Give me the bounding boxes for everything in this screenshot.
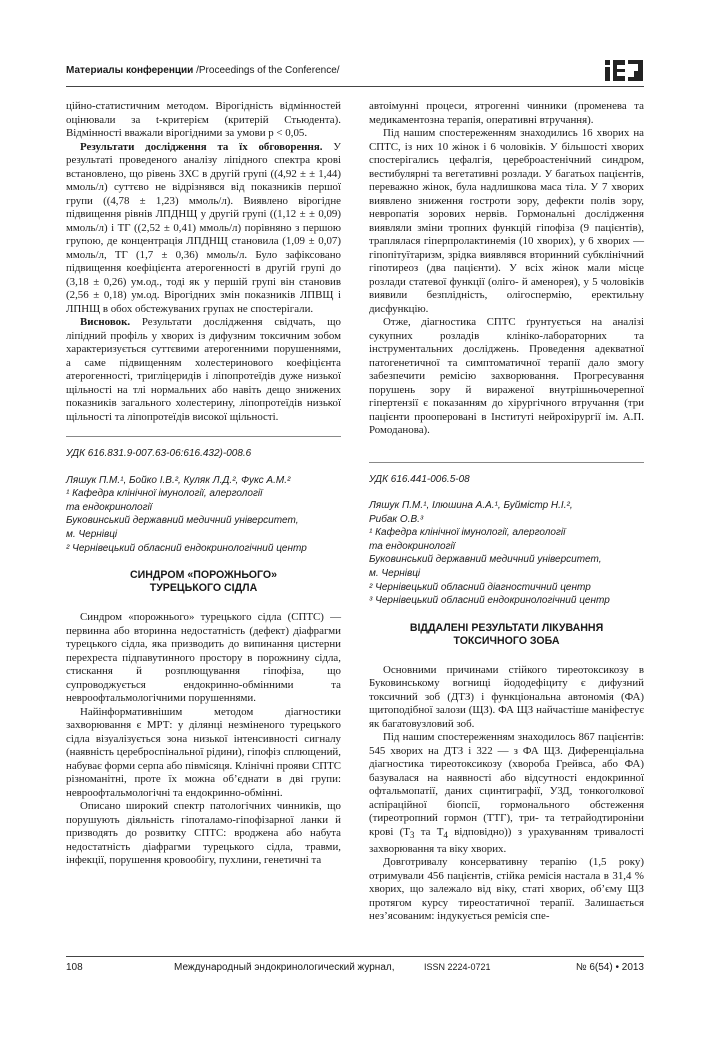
right-paragraph: Під нашим спостереженням знаходились 16 хворих на СПТС, із них 10 жінок і 6 чоловіків. У більшості хворих спостерігались цефалгія, цереброастенічний синдром, вестибулярні та вегетативні розлади. У багатьох пацієнтів, переважно жінок, була надлишкова маса тіла. У 7 хворих виявлено зниження гостроти зору, дефекти полів зору, невропатія зорових нервів. Гормональні дослідження виявляли зміни тропних функцій гіпофіза (9 пацієнтів), траплялася гіперпролактинемія (10 хворих), у 6 хворих — гіпопітуїтаризм, зрідка виявлявся вторинний субклінічний гіпотиреоз (два пацієнти). У всіх жінок мали місце розлади статевої функції (оліго- й аменорея), у 5 чоловіків виявили безплідність, олігоспермію, еректильну дисфункцію.	[369, 127, 644, 315]
affiliation-line: та ендокринології	[369, 540, 455, 552]
separator-rule	[369, 462, 644, 463]
conclusion-heading: Висновок.	[80, 316, 131, 328]
affiliation-line: та ендокринології	[66, 501, 152, 513]
affiliation-line: ³ Чернівецький обласний ендокринологічний центр	[369, 595, 610, 607]
article-paragraph: Під нашим спостереженням знаходилось 867 пацієнтів: 545 хворих на ДТЗ і 322 — з ФА ЩЗ. Диференціальна діагностика тиреотоксикозу (хвороба Грейвса, або ФА) базувалася на наявності або відсутності ендокринної офтальмопатії, даних сцинтиграфії, УЗД, тонкоголкової аспіраційної біопсії, гормонального обстеження (тиреотропний гормон (ТТГ), три- та тетрайодтироніни крові ($Т_3$ та $Т_4$ відповідно)) з урахуванням тривалості захворювання та віку хворих.	[369, 731, 644, 855]
authors: Рибак О.В.³	[369, 513, 424, 525]
journal-logo	[604, 58, 644, 82]
article-paragraph: Основними причинами стійкого тиреотоксикозу в Буковинському вогнищі йододефіциту є дифузний токсичний зоб (ДТЗ) і функціональна автономія (ФА) щитоподібної залози (ЩЗ). ФА ЩЗ найчастіше маніфестує як багатовузловий зоб.	[369, 663, 644, 730]
affiliation-line: м. Чернівці	[66, 528, 118, 540]
udc-code: УДК 616.831.9-007.63-06:616.432)-008.6	[66, 448, 252, 459]
running-head-section: Материалы конференции	[66, 65, 194, 76]
affiliation-line: ¹ Кафедра клінічної імунології, алергології	[369, 527, 566, 539]
udc-code: УДК 616.441-006.5-08	[369, 473, 470, 485]
article-paragraph: Довготривалу консервативну терапію (1,5 року) отримували 456 пацієнтів, стійка ремісія настала в 31,4 % хворих, що залежало від віку, статі хворих, об’єму ЩЗ протягом курсу тиреостатичної терапії. Залишається нез’ясованим: індукується ремісія спе-	[369, 856, 644, 923]
affiliation-line: ¹ Кафедра клінічної імунології, алергології	[66, 488, 263, 500]
page-header	[66, 62, 644, 84]
authors: Ляшук П.М.¹, Ілюшина А.А.¹, Буймістр Н.І.²,	[369, 500, 573, 512]
running-head-proceedings: /Proceedings of the Conference/	[193, 65, 340, 76]
article-meta-left	[66, 447, 341, 555]
right-intro-paragraph: автоімунні процеси, ятрогенні чинники (променева та медикаментозна терапія, оперативні втручання).	[369, 100, 644, 126]
affiliation-line: м. Чернівці	[369, 568, 421, 580]
affiliation-line: ² Чернівецький обласний діагностичний центр	[369, 581, 591, 593]
page-number: 108	[66, 962, 83, 973]
authors: Ляшук П.М.¹, Бойко І.В.², Куляк Л.Д.², Фукс А.М.²	[66, 474, 291, 486]
article-paragraph: Синдром «порожнього» турецького сідла (СПТС) — первинна або вторинна недостатність (дефект) діафрагми турецького сідла, яка призводить до випинання цистерни перехреста підпавутинного простору в порожнину сідла, стискання й розплющування гіпофіза, що супроводжується ендокринно-обмінними та невроофтальмологічними порушеннями.	[66, 611, 341, 705]
affiliation-line: Буковинський державний медичний університет,	[66, 515, 299, 527]
left-column	[66, 100, 341, 868]
header-rule	[66, 86, 644, 87]
conclusion-paragraph: Висновок. Результати дослідження свідчать, що ліпідний профіль у хворих із дифузним токсичним зобом характеризується суттєвими атерогенними порушеннями, а саме підвищенням холестеринового коефіцієнта атерогенності, тригліцеридів і ліпопротеїдів дуже низької щільності на тлі нормальних або навіть дещо знижених показників загального холестерину, ліпопротеїдів низької щільності та ліпопротеїдів високої щільності.	[66, 316, 341, 423]
affiliation-line: Буковинський державний медичний університет,	[369, 554, 602, 566]
article-title-right: ВІДДАЛЕНІ РЕЗУЛЬТАТИ ЛІКУВАННЯ ТОКСИЧНОГО ЗОБА	[409, 621, 604, 647]
issn: ISSN 2224-0721	[424, 962, 491, 972]
footer-rule	[66, 956, 644, 957]
issue-number: № 6(54) • 2013	[575, 962, 644, 973]
separator-rule	[66, 436, 341, 437]
results-paragraph: Результати дослідження та їх обговорення. У результаті проведеного аналізу ліпідного спектра крові встановлено, що рівень ЗХС в другій групі ((4,92 ± ± 1,44) ммоль/л) суттєво не відрізнявся від показників першої групи ((4,78 ± 1,23) ммоль/л). Виявлено вірогідне підвищення рівнів ЛПДНЩ у другій групі ((1,12 ± ± 0,09) ммоль/л) і ТГ ((2,52 ± 0,41) ммоль/л) порівняно з першою групою, де концентрація ЛПДНЩ становила (1,09 ± 0,07) ммоль/л, ТГ (1,7 ± 0,36) ммоль/л. Було зафіксовано підвищення коефіцієнта атерогенності в другій групі до (3,18 ± 0,26) ум.од., тоді як у першій групі він становив (2,56 ± 0,18) ум.од. Вірогідних змін показників ЛПВЩ і ЛПНЩ в обох обстежуваних групах не спостерігали.	[66, 140, 342, 315]
journal-name: Международный эндокринологический журнал,	[174, 962, 395, 973]
left-intro-paragraph: ційно-статистичним методом. Вірогідність відмінностей оцінювали за t-критерієм (критерій Стьюдента). Відмінності вважали вірогідними за умови р < 0,05.	[66, 100, 341, 139]
results-heading: Результати дослідження та їх обговорення.	[80, 140, 323, 153]
running-head	[66, 65, 340, 76]
right-column	[369, 100, 644, 924]
affiliation-line: ² Чернівецький обласний ендокринологічний центр	[66, 542, 307, 554]
article-title-left: СИНДРОМ «ПОРОЖНЬОГО» ТУРЕЦЬКОГО СІДЛА	[129, 569, 278, 595]
article-paragraph: Описано широкий спектр патологічних чинників, що порушують діяльність гіпоталамо-гіпофізарної ланки й призводять до розвитку СПТС: вроджена або набута недостатність діафрагми турецького сідла, травми, інфекції, порушення кровообігу, пухлини, генетичні та	[66, 800, 341, 867]
article-meta-right	[369, 473, 644, 608]
right-paragraph: Отже, діагностика СПТС ґрунтується на аналізі сукупних розладів клініко-лабораторних та інструментальних досліджень. Проведення адекватної патогенетичної та симптоматичної терапії дало змогу забезпечити ремісію захворювання. Прогресування порушень зору й вираженої внутрішньочерепної гіпертензії є показанням до хірургічного втручання (три пацієнти прооперовані в Інституті нейрохірургії ім. А.П. Ромоданова).	[369, 316, 644, 436]
article-paragraph: Найінформативнішим методом діагностики захворювання є МРТ: у ділянці незміненого турецького сідла візуалізується зона низької інтенсивності сигналу (наявність цереброспінальної рідини), гіпофіз сплющений, набуває форми серпа або півмісяця. Клінічні прояви СПТС різноманітні, проте їх можна об’єднати в дві групи: невроофтальмологічні та ендокринно-обмінні.	[66, 705, 341, 799]
